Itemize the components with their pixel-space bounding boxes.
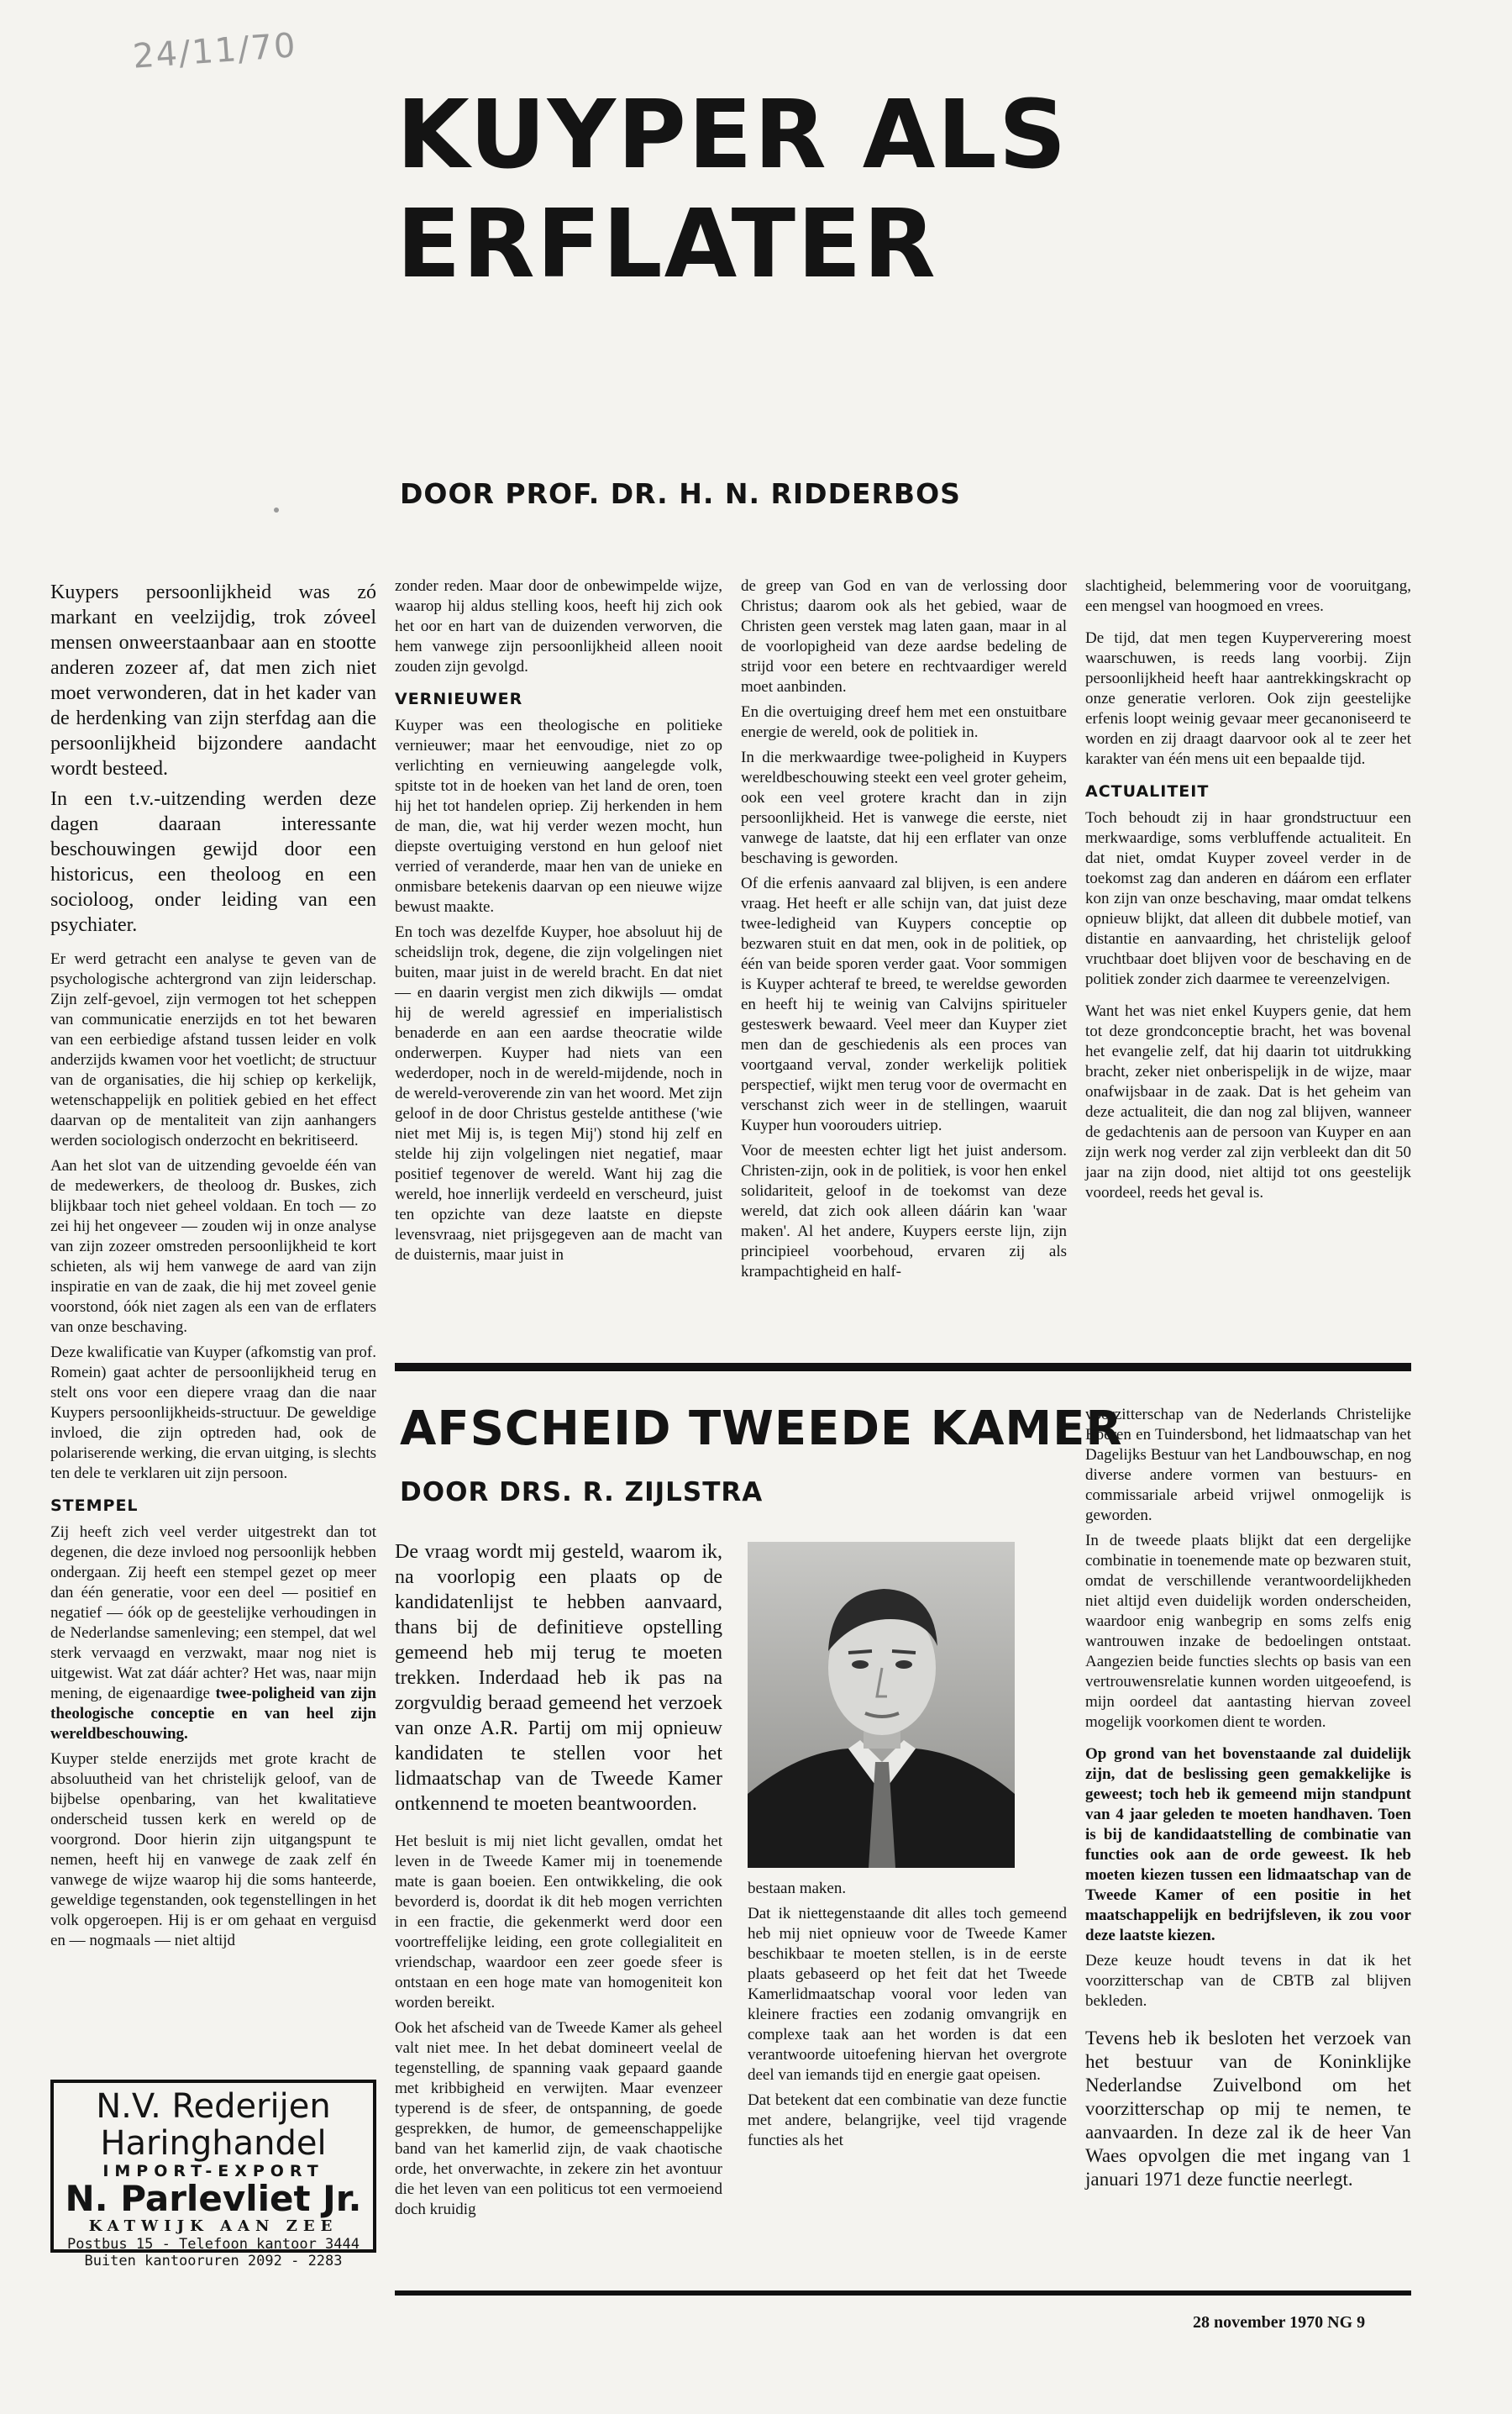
article1-paragraph: de greep van God en van de verlossing door Christus; daarom ook als het gebied, waar de Christen geen verstek mag laten gaan, maar in al de voorlopigheid van deze aardse bedeling de strijd voor een betere en rechtvaardiger wereld moet aanbinden. xyxy=(741,577,1067,696)
article1-column2 xyxy=(395,576,722,1270)
subheading-vernieuwer: VERNIEUWER xyxy=(395,690,523,708)
article2-column1 xyxy=(395,1539,722,2225)
article1-paragraph: Toch behoudt zij in haar grondstructuur een merkwaardige, soms verbluffende actualiteit. En dat niet, omdat Kuyper zoveel verder in de toekomst zag dan anderen en dáárom een erflater kon zijn van onze beschaving, maar omdat telkens opnieuw blijkt, dat alleen dit dubbele motief, van distantie en aanvaarding, het christelijk geloof vruchtbaar doet blijven voor de beschaving en de politiek zonder zich daarmee te vereenzelvigen. xyxy=(1085,809,1411,988)
article2-paragraph: Dat betekent dat een combinatie van deze functie met andere, belangrijke, veel tijd vragende functies als het xyxy=(748,2091,1067,2149)
article1-paragraph: Deze kwalificatie van Kuyper (afkomstig van prof. Romein) gaat achter de persoonlijkheid terug en stelt ons voor een diepere vraag dan die naar Kuypers persoonlijkheids-structuur. De geweldige invloed, die zijn optreden had, ook de polariserende werking, die ervan uitging, is slechts ten dele te verklaren uit zijn persoon. xyxy=(50,1344,376,1482)
main-title: KUYPER ALS ERFLATER xyxy=(396,81,1068,299)
article1-paragraph: zonder reden. Maar door de onbewimpelde wijze, waarop hij aldus stelling koos, heeft hij zich ook het oor en hart van de duizenden verworven, die hem vanwege zijn persoonlijkheid alleen nooit zouden zijn gevolgd. xyxy=(395,577,722,676)
article1-paragraph: slachtigheid, belemmering voor de vooruitgang, een mengsel van hoogmoed en vrees. xyxy=(1085,577,1411,615)
article1-paragraph: In een t.v.-uitzending werden deze dagen daaraan interessante beschouwingen gewijd door een historicus, een theoloog en een socioloog, onder leiding van een psychiater. xyxy=(50,788,376,936)
article2-column2 xyxy=(748,1879,1067,2156)
portrait-photo xyxy=(748,1542,1015,1868)
section-divider xyxy=(395,1363,1411,1371)
article1-text: Zij heeft zich veel verder uitgestrekt dan tot degenen, die deze invloed nog persoonlijk hebben ondergaan. Zij heeft een stempel gezet op meer dan één generatie, voor een deel — positief en negatief — óók op de geestelijke verhoudingen in de Nederlandse samenleving; een stempel, dat wel sterk vervaagd en verzwakt, maar nog niet is uitgewist. Wat zat dáár achter? Het was, naar mijn mening, de eigenaardige xyxy=(50,1523,376,1702)
article2-paragraph: bestaan maken. xyxy=(748,1880,847,1897)
article2-title: AFSCHEID TWEEDE KAMER xyxy=(400,1402,1123,1456)
page-footer: 28 november 1970 NG 9 xyxy=(1193,2313,1366,2332)
subheading-actualiteit: ACTUALITEIT xyxy=(1085,782,1210,801)
article2-paragraph: Het besluit is mij niet licht gevallen, omdat het leven in de Tweede Kamer mij in toenemende mate is gaan boeien. Een ontwikkeling, die ook bevorderd is, doordat ik dit heb mogen verrichten in een fractie, die gekenmerkt werd door een voortreffelijke leiding, een grote collegialiteit en vriendschap, waardoor een zeer goede sfeer is ontstaan en een hoge mate van homogeniteit kon worden bereikt. xyxy=(395,1833,722,2012)
article1-paragraph: Of die erfenis aanvaard zal blijven, is een andere vraag. Het heeft er alle schijn van, dat juist deze twee-ledigheid van Kuypers conceptie op bezwaren stuit en dat men, ook in de politiek, op één van beide sporen verder gaat. Voor sommigen is Kuyper achteraf te breed, te wereldse geworden en heeft hij te weinig van Calvijns spiritueler gesteswerk bewaard. Veel meer dan Kuyper ziet men dan de geschiedenis als een proces van voortgaand verval, zonder werkelijk politiek perspectief, wijkt men terug voor de overmacht en verschanst zich weer in de stellingen, waaruit Kuyper hun voorouders uitriep. xyxy=(741,875,1067,1134)
ad-line: Buiten kantooruren 2092 - 2283 xyxy=(84,2253,343,2269)
article1-bold-text: twee-poligheid van zijn theologische conceptie en van heel zijn wereldbeschouwing. xyxy=(50,1685,376,1743)
article2-paragraph: Deze keuze houdt tevens in dat ik het voorzitterschap van de CBTB zal blijven bekleden. xyxy=(1085,1952,1411,2010)
bottom-divider xyxy=(395,2290,1411,2296)
article1-paragraph: Kuypers persoonlijkheid was zó markant en veelzijdig, trok zóveel mensen onweerstaanbaar aan en stootte anderen zozeer af, dat men zich niet moet verwonderen, dat in het kader van de herdenking van zijn sterfdag aan die persoonlijkheid bijzondere aandacht wordt besteed. xyxy=(50,581,376,780)
byline-zijlstra: DOOR DRS. R. ZIJLSTRA xyxy=(400,1477,764,1507)
handwritten-date: 24/11/70 xyxy=(131,26,299,76)
ad-line: KATWIJK AAN ZEE xyxy=(88,2217,339,2235)
article2-paragraph: Op grond van het bovenstaande zal duidelijk zijn, dat de beslissing geen gemakkelijke is geweest; toch heb ik gemeend mijn standpunt van 4 jaar geleden te moeten handhaven. Toen is bij de kandidaatstelling de combinatie van functies ook aan de orde geweest. Ik heb moeten kiezen tussen een lidmaatschap van de Tweede Kamer of een positie in het maatschappelijk en bedrijfsleven, ik zou voor deze laatste kiezen. xyxy=(1085,1745,1411,1944)
article2-paragraph: In de tweede plaats blijkt dat een dergelijke combinatie in toenemende mate op bezwaren stuit, omdat de verschillende verantwoordelijkheden niet altijd even duidelijk worden onderscheiden, waardoor enig wanbegrip en soms zelfs enig wantrouwen inzake de bedoelingen ontstaat. Aangezien beide functies slechts op basis van een vertrouwensrelatie kunnen worden uitgeoefend, is mijn oordeel dat aantasting hiervan zoveel mogelijk voorkomen dient te worden. xyxy=(1085,1532,1411,1731)
ad-line: Postbus 15 - Telefoon kantoor 3444 xyxy=(67,2236,360,2253)
article1-column4 xyxy=(1085,576,1411,1208)
advertisement-box xyxy=(50,2080,376,2269)
article1-paragraph: In die merkwaardige twee-poligheid in Kuypers wereldbeschouwing steekt een veel groter geheim, ook een veel grotere kracht dan in zijn persoonlijkheid. Het is vanwege die eerste, niet vanwege de laatste, dat hij een erflater van onze beschaving is geworden. xyxy=(741,749,1067,867)
article1-paragraph: Kuyper stelde enerzijds met grote kracht de absoluutheid van het christelijk geloof, van de bijbelse openbaring, van het kwalitatieve onderscheid tussen kerk en wereld op de voorgrond. Door hierin zijn uitgangspunt te nemen, heeft hij en vanwege de zaak zelf én vanwege de wijze waarop hij die soms hanteerde, geweldige tegenstanden, ook tegenstellingen in het volk opgeroepen. Hij is er om gehaat en verguisd en — nogmaals — niet altijd xyxy=(50,1750,376,1949)
portrait-image xyxy=(748,1542,1015,1868)
article1-column1 xyxy=(50,580,376,1956)
ad-company-name: N. Parlevliet Jr. xyxy=(65,2178,362,2219)
article2-paragraph: Tevens heb ik besloten het verzoek van het bestuur van de Koninklijke Nederlandse Zuivelbond om het voorzitterschap op mij te nemen, te aanvaarden. In deze zal ik de heer Van Waes opvolgen die met ingang van 1 januari 1971 deze functie neerlegt. xyxy=(1085,2027,1411,2190)
subheading-stempel: STEMPEL xyxy=(50,1496,139,1515)
article2-column3 xyxy=(1085,1405,1411,2196)
article1-paragraph: Er werd getracht een analyse te geven van de psychologische achtergrond van zijn leiderschap. Zijn zelf-gevoel, zijn vermogen tot het scheppen van communicatie enerzijds en tot het bewaren van een eerbiedige afstand tussen leider en volk anderzijds kwamen voor het voetlicht; de structuur van de organisaties, die hij schiep op kerkelijk, wetenschappelijk en politiek gebied en het effect daarvan op de mentaliteit van zijn aanhangers werden sociologisch onderzocht en bekritiseerd. xyxy=(50,950,376,1149)
article2-paragraph: De vraag wordt mij gesteld, waarom ik, na voorlopig een plaats op de kandidatenlijst te hebben aanvaard, thans bij de definitieve opstelling gemeend heb mij terug te moeten trekken. Inderdaad heb ik pas na zorgvuldig beraad gemeend het verzoek van onze A.R. Partij om mij opnieuw kandidaten te stellen voor het lidmaatschap van de Tweede Kamer ontkennend te moeten beantwoorden. xyxy=(395,1541,722,1815)
speck xyxy=(274,508,279,513)
article1-paragraph: Kuyper was een theologische en politieke vernieuwer; maar het eenvoudige, niet zo op verlichting en vernieuwing aangelegde volk, spitste tot in de hoeken van het land de oren, toen hij het tot handelen opriep. Zij herkenden in hem de man, die, wat hij verder wezen mocht, hun diepste overtuiging verstond en hun geloof niet verried of veranderde, maar hen van de unieke en onmisbare betekenis daarvan op een nieuwe wijze bewust maakte. xyxy=(395,717,722,916)
article1-column3 xyxy=(741,576,1067,1287)
article1-paragraph: Voor de meesten echter ligt het juist andersom. Christen-zijn, ook in de politiek, is voor hen enkel solidariteit, geloof in de toekomst van deze wereld, dat zich ook alleen dáárin kan 'waar maken'. Al het andere, Kuypers eerste lijn, zijn principieel voorbehoud, ervaren zij als krampachtigheid en half- xyxy=(741,1142,1067,1281)
article1-paragraph xyxy=(50,1523,376,1744)
ad-line: N.V. Rederijen xyxy=(96,2087,331,2126)
article2-paragraph: Ook het afscheid van de Tweede Kamer als geheel valt niet mee. In het debat domineert veelal de tegenstelling, de spanning vaak gepaard gaande met kribbigheid en verwijten. Maar evenzeer typerend is de sfeer, de ontspanning, de goede gesprekken, de humor, de gemeenschappelijke band van het kamerlid zijn, de vaak chaotische orde, het onverwachte, in zekere zin het avontuur die het leven van een politicus tot een vermoeiend doch kruidig xyxy=(395,2019,722,2218)
article1-paragraph: Want het was niet enkel Kuypers genie, dat hem tot deze grondconceptie bracht, het was bovenal het evangelie zelf, dat hij daarin tot uitdrukking bracht, zeker niet onberispelijk in de wijze, maar onafwijsbaar in de zaak. Dat is het geheim van deze actualiteit, die dan nog zal blijven, wanneer de gedachtenis aan de persoon van Kuyper en aan zijn werk nog verder zal zijn verbleekt dan dit 50 jaar na zijn dood, niet altijd tot ons geestelijk voordeel, reeds het geval is. xyxy=(1085,1002,1411,1202)
byline-ridderbos: DOOR PROF. DR. H. N. RIDDERBOS xyxy=(400,477,961,510)
article2-paragraph: voorzitterschap van de Nederlands Christelijke Boeren en Tuindersbond, het lidmaatschap van het Dagelijks Bestuur van het Landbouwschap, en nog diverse andere vormen van bestuurs- en commissariale arbeid vrijwel onmogelijk is geworden. xyxy=(1085,1406,1411,1524)
article1-paragraph: En toch was dezelfde Kuyper, hoe absoluut hij de scheidslijn trok, degene, die zijn volgelingen niet buiten, maar juist in de wereld bracht. En dat niet — en daarin vergist men zich dikwijls — omdat hij de wereld agressief en imperialistisch benaderde en aan een aardse theocratie wilde onderwerpen. Kuyper had niets van een wederdoper, noch in de wereld-mijdende, noch in de wereld-veroverende zin van het woord. Met zijn geloof in de door Christus gestelde antithese ('wie niet met Mij is, is tegen Mij') stond hij zelf en stelde hij zijn volgelingen niet negatief, maar positief tegenover de wereld. Want hij zag die wereld, hoe innerlijk verdeeld en verscheurd, juist ten opzichte van deze laatste en diepste levensvraag, niet prijsgegeven aan de macht van de duisternis, maar juist in xyxy=(395,923,722,1264)
article1-paragraph: De tijd, dat men tegen Kuyperverering moest waarschuwen, is reeds lang voorbij. Zijn persoonlijkheid heeft haar aantrekkingskracht op onze generatie verloren. Ook zijn geestelijke erfenis loopt weinig gevaar meer gecanoniseerd te worden en zij draagt daarvoor ook al te zeer het karakter van één mens uit een bepaalde tijd. xyxy=(1085,629,1411,768)
article1-paragraph: En die overtuiging dreef hem met een onstuitbare energie de wereld, ook de politiek in. xyxy=(741,703,1067,741)
ad-line: IMPORT-EXPORT xyxy=(102,2162,324,2180)
article1-paragraph: Aan het slot van de uitzending gevoelde één van de medewerkers, de theoloog dr. Buskes, zich blijkbaar toch niet geheel voldaan. En toch — zo zei hij het ongeveer — zouden wij in onze analyse van zijn zozeer omstreden persoonlijkheid te kort schieten, als wij hem vanwege de aard van zijn inspiratie en van de zaak, die hij met zoveel genie voorstond, óók niet zagen als een van de erflaters van onze beschaving. xyxy=(50,1157,376,1336)
ad-line: Haringhandel xyxy=(100,2124,327,2163)
article2-paragraph: Dat ik niettegenstaande dit alles toch gemeend heb mij niet opnieuw voor de Tweede Kamer beschikbaar te moeten stellen, is in de eerste plaats gebaseerd op het feit dat het Tweede Kamerlidmaatschap vooral voor leden van kleinere fracties een zodanig omvangrijk en complexe taak aan het worden is dat een verantwoorde uitoefening hiervan het overgrote deel van iemands tijd en energie gaat opeisen. xyxy=(748,1905,1067,2084)
